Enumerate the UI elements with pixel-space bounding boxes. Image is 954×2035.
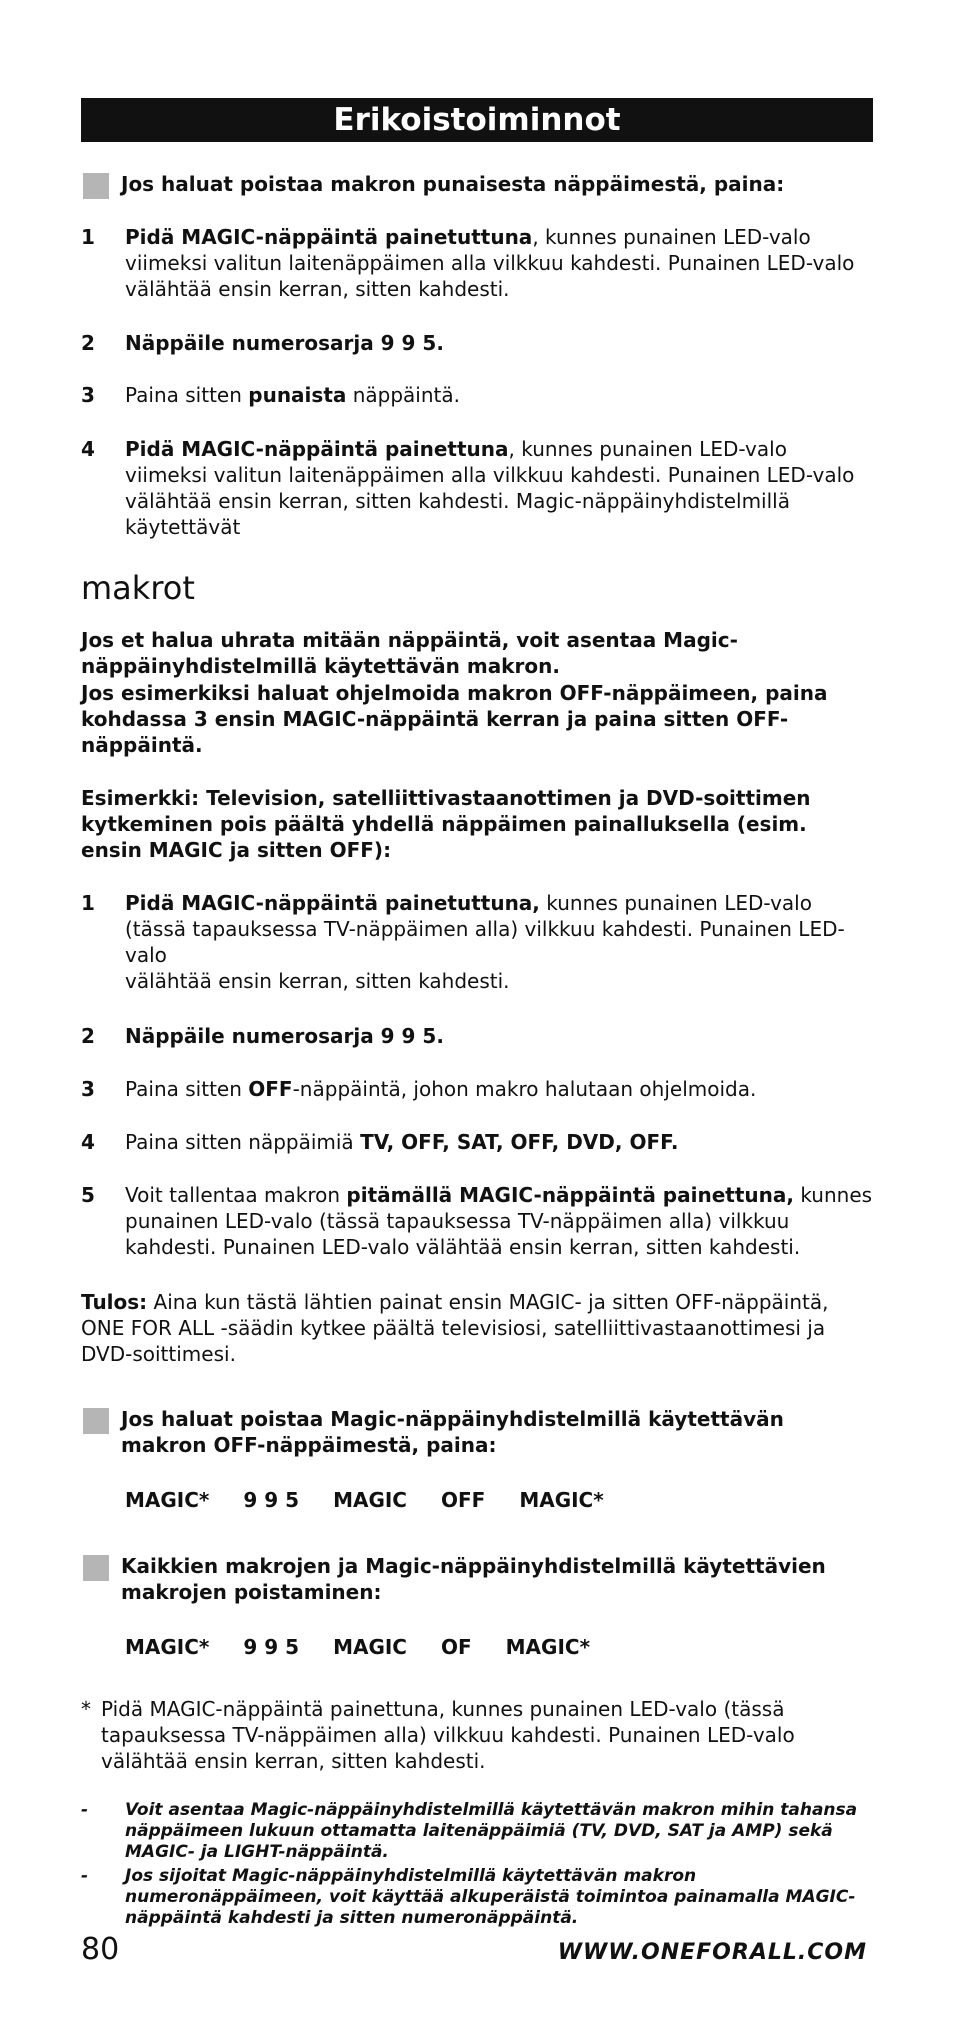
key-magic: MAGIC*: [125, 1635, 210, 1659]
page-number: 80: [81, 1932, 120, 1967]
key-magic: MAGIC*: [519, 1488, 604, 1512]
heading-text: Jos haluat poistaa makron punaisesta näppäimestä, paina:: [121, 172, 785, 196]
step-text-continued: välähtää ensin kerran, sitten kahdesti.: [125, 969, 510, 993]
step-text-post: -näppäintä, johon makro halutaan ohjelmoida.: [292, 1077, 757, 1101]
step-text-post: kunnes punainen LED-valo (tässä tapauksessa TV-näppäimen alla) vilkkuu kahdesti. Punainen LED-valo välähtää ensin kerran, sitten kahdesti.: [125, 1183, 873, 1259]
step-bold: Pidä MAGIC-näppäintä painetuttuna,: [125, 891, 540, 915]
key-magic: MAGIC: [333, 1488, 407, 1512]
heading-text: Kaikkien makrojen ja Magic-näppäinyhdistelmillä käytettävien makrojen poistaminen:: [121, 1554, 826, 1604]
gray-square-marker: [83, 1408, 109, 1434]
intro-paragraph-1: Jos et halua uhrata mitään näppäintä, voit asentaa Magic-näppäinyhdistelmillä käytettävän makron.: [81, 628, 738, 678]
result-paragraph: [81, 1289, 873, 1367]
key-sequence-delete-all: [125, 1634, 624, 1660]
step-5: [81, 1182, 873, 1260]
section-heading-delete-all: [81, 1553, 873, 1605]
step-text-post: näppäintä.: [346, 383, 460, 407]
step-bold: pitämällä MAGIC-näppäintä painettuna,: [346, 1183, 794, 1207]
key-magic: MAGIC*: [125, 1488, 210, 1512]
note-dash: -: [81, 1800, 89, 1820]
key-digits: 9 9 5: [243, 1635, 300, 1659]
step-2: [81, 330, 873, 356]
step-text: , kunnes punainen LED-valo viimeksi valitun laitenäppäimen alla vilkkuu kahdesti. Punainen LED-valo välähtää ensin kerran, sitten kahdesti. Magic-näppäinyhdistelmillä käytettävät: [125, 437, 855, 539]
result-label: Tulos:: [81, 1290, 148, 1314]
step-bold: TV, OFF, SAT, OFF, DVD, OFF.: [360, 1130, 679, 1154]
key-digits: 9 9 5: [243, 1488, 300, 1512]
step-1: [81, 224, 873, 302]
step-bold: punaista: [248, 383, 347, 407]
step-bold: OFF: [248, 1077, 293, 1101]
gray-square-marker: [83, 173, 109, 199]
step-number: 4: [81, 1130, 95, 1154]
footnote-text: Pidä MAGIC-näppäintä painettuna, kunnes punainen LED-valo (tässä tapauksessa TV-näppäimen alla) vilkkuu kahdesti. Punainen LED-valo välähtää ensin kerran, sitten kahdesti.: [101, 1697, 795, 1773]
step-number: 3: [81, 1077, 95, 1101]
footnote-mark: *: [81, 1697, 91, 1721]
note-item: [81, 1866, 873, 1929]
step-3: [81, 382, 873, 408]
step-number: 5: [81, 1183, 95, 1207]
step-number: 2: [81, 331, 95, 355]
step-3: [81, 1076, 873, 1102]
step-number: 1: [81, 891, 95, 915]
key-sequence-delete-off: [125, 1487, 638, 1513]
key-off: OFF: [440, 1488, 486, 1512]
page-title: Erikoistoiminnot: [81, 98, 873, 142]
step-bold: Pidä MAGIC-näppäintä painettuna: [125, 437, 509, 461]
step-bold: Näppäile numerosarja 9 9 5.: [125, 1024, 444, 1048]
subheading-makrot: makrot: [81, 569, 195, 607]
step-text-pre: Paina sitten näppäimiä: [125, 1130, 361, 1154]
key-of: OF: [440, 1635, 472, 1659]
step-text-pre: Paina sitten: [125, 383, 249, 407]
note-dash: -: [81, 1866, 89, 1886]
step-bold: Näppäile numerosarja 9 9 5.: [125, 331, 444, 355]
note-item: [81, 1800, 873, 1863]
step-number: 1: [81, 225, 95, 249]
step-text: kunnes punainen LED-valo (tässä tapauksessa TV-näppäimen alla) vilkkuu kahdesti. Punainen LED-valo: [125, 891, 845, 967]
step-text-pre: Voit tallentaa makron: [125, 1183, 347, 1207]
example-paragraph: Esimerkki: Television, satelliittivastaanottimen ja DVD-soittimen kytkeminen pois päältä yhdellä näppäimen painalluksella (esim. ensin MAGIC ja sitten OFF):: [81, 786, 811, 862]
heading-text: Jos haluat poistaa Magic-näppäinyhdistelmillä käytettävän makron OFF-näppäimestä, paina:: [121, 1407, 784, 1457]
step-number: 2: [81, 1024, 95, 1048]
step-number: 3: [81, 383, 95, 407]
step-2: [81, 1023, 873, 1049]
step-4: [81, 1129, 873, 1155]
footnote: [81, 1696, 873, 1774]
gray-square-marker: [83, 1555, 109, 1581]
note-text: Jos sijoitat Magic-näppäinyhdistelmillä käytettävän makron numeronäppäimeen, voit käyttää alkuperäistä toimintoa painamalla MAGIC-näppäintä kahdesti ja sitten numeronäppäintä.: [125, 1866, 856, 1928]
step-number: 4: [81, 437, 95, 461]
step-text-pre: Paina sitten: [125, 1077, 249, 1101]
key-magic: MAGIC: [333, 1635, 407, 1659]
step-text: , kunnes punainen LED-valo viimeksi valitun laitenäppäimen alla vilkkuu kahdesti. Punainen LED-valo välähtää ensin kerran, sitten kahdesti.: [125, 225, 855, 301]
step-bold: Pidä MAGIC-näppäintä painetuttuna: [125, 225, 533, 249]
note-text: Voit asentaa Magic-näppäinyhdistelmillä käytettävän makron mihin tahansa näppäimeen lukuun ottamatta laitenäppäimiä (TV, DVD, SAT ja AMP) sekä MAGIC- ja LIGHT-näppäintä.: [125, 1800, 858, 1862]
section-heading-delete-red: [81, 171, 873, 197]
intro-paragraph-2: Jos esimerkiksi haluat ohjelmoida makron OFF-näppäimeen, paina kohdassa 3 ensin MAGIC-näppäintä kerran ja paina sitten OFF-näppäintä.: [81, 681, 828, 757]
key-magic: MAGIC*: [505, 1635, 591, 1659]
result-text: Aina kun tästä lähtien painat ensin MAGIC- ja sitten OFF-näppäintä, ONE FOR ALL -säädin kytkee päältä televisiosi, satelliittivastaanottimesi ja DVD-soittimesi.: [81, 1290, 829, 1366]
step-4: [81, 436, 873, 540]
section-heading-delete-off: [81, 1406, 873, 1458]
step-1: [81, 890, 873, 994]
website-logo-text: WWW.ONEFORALL.COM: [557, 1940, 867, 1965]
